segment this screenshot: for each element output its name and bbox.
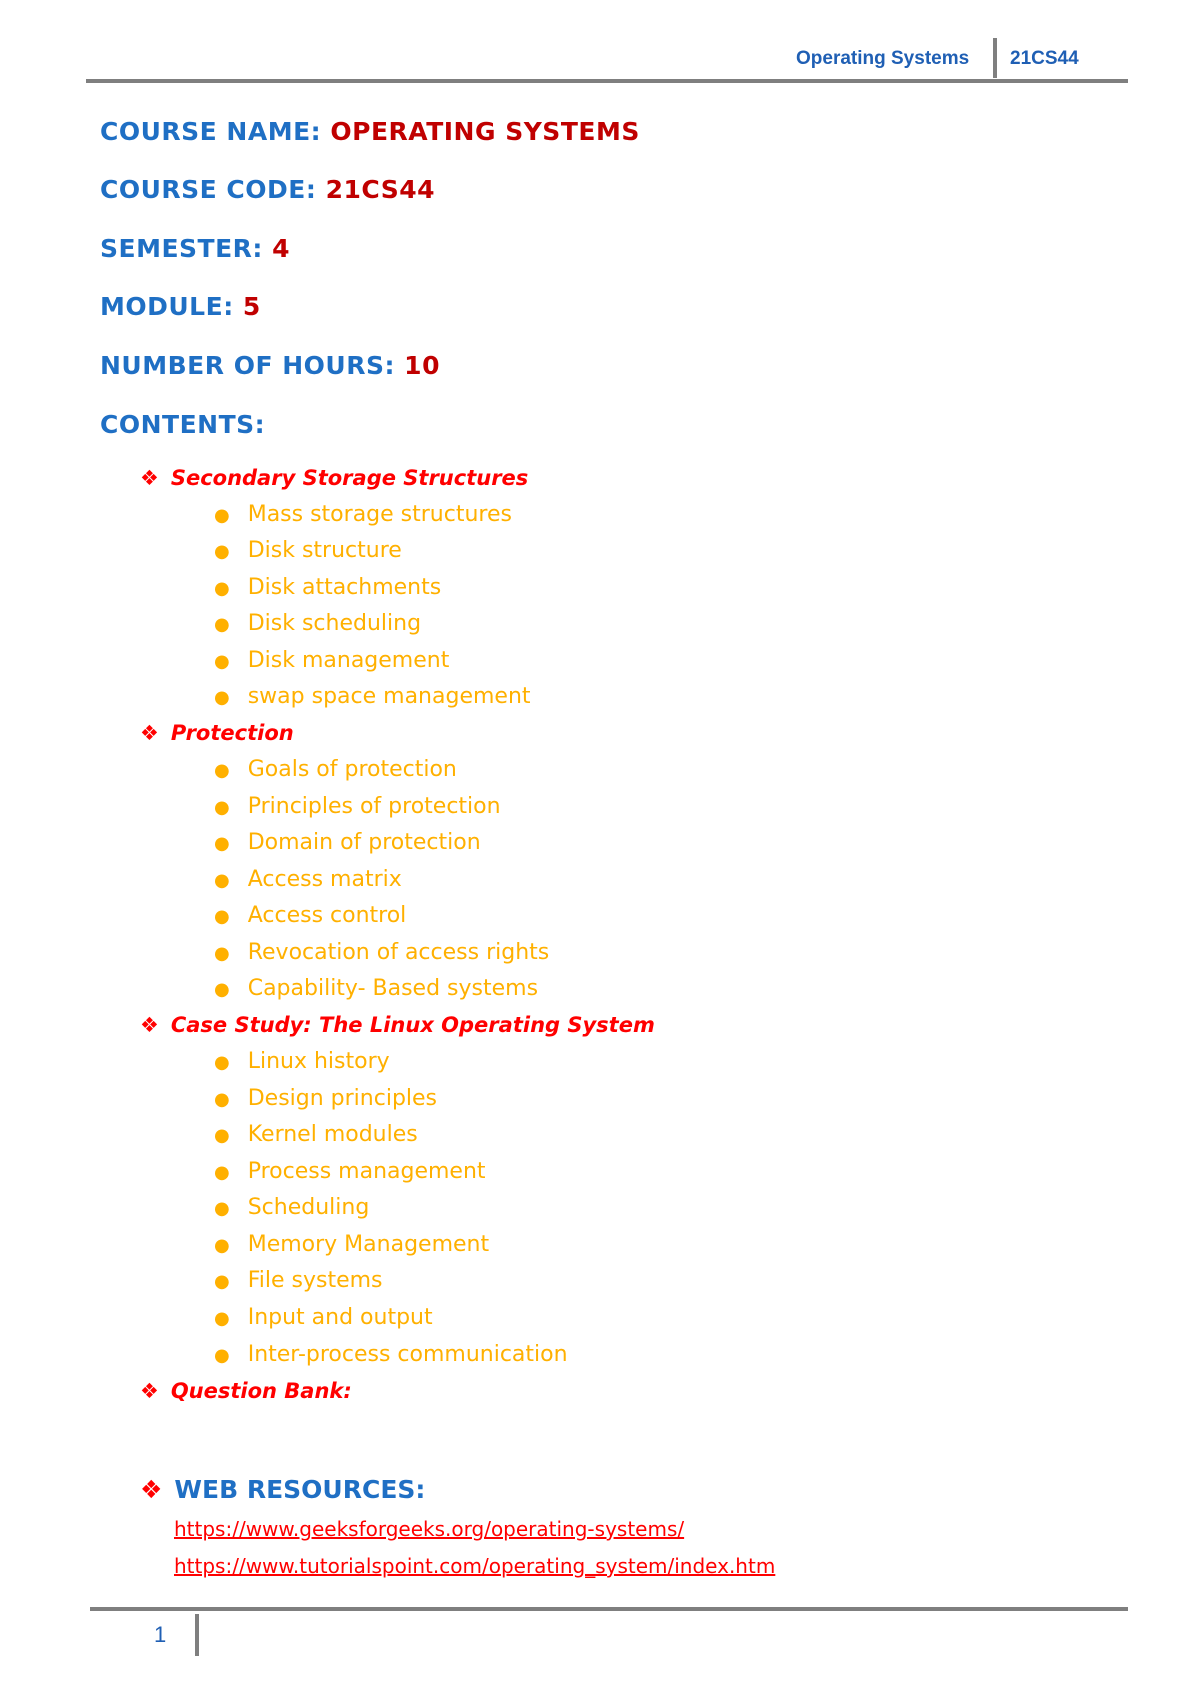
field-value: 5: [242, 292, 261, 321]
list-item: ● Disk attachments: [214, 575, 442, 600]
bullet-icon: ●: [214, 1271, 230, 1292]
list-item: ● Memory Management: [214, 1232, 490, 1257]
diamond-bullet-icon: ❖: [140, 1475, 163, 1504]
page-number: 1: [154, 1622, 167, 1647]
field-value: OPERATING SYSTEMS: [330, 117, 640, 146]
web-resources-heading: [140, 1475, 425, 1504]
list-item: ● Disk structure: [214, 538, 402, 563]
field-label: CONTENTS:: [100, 410, 266, 439]
list-item: ● Mass storage structures: [214, 502, 512, 527]
web-resource-link[interactable]: https://www.geeksforgeeks.org/operating-systems/: [174, 1517, 685, 1541]
bullet-icon: ●: [214, 687, 230, 708]
bullet-icon: ●: [214, 651, 230, 672]
bullet-icon: ●: [214, 943, 230, 964]
field-label: COURSE CODE:: [100, 175, 317, 204]
list-item: ● Kernel modules: [214, 1122, 418, 1147]
section-protection: [140, 721, 294, 745]
web-resource-link[interactable]: https://www.tutorialspoint.com/operating_system/index.htm: [174, 1554, 776, 1578]
section-title: Question Bank:: [170, 1379, 352, 1403]
list-item: ● Scheduling: [214, 1195, 370, 1220]
bullet-icon: ●: [214, 1162, 230, 1183]
hours-field: [100, 351, 440, 380]
field-label: COURSE NAME:: [100, 117, 322, 146]
bullet-icon: ●: [214, 833, 230, 854]
diamond-bullet-icon: ❖: [140, 466, 159, 490]
section-case-study: [140, 1013, 655, 1037]
semester-field: [100, 234, 290, 263]
course-code-field: [100, 175, 435, 204]
bullet-icon: ●: [214, 541, 230, 562]
bullet-icon: ●: [214, 1089, 230, 1110]
web-resources-title: WEB RESOURCES:: [174, 1475, 426, 1504]
module-field: [100, 292, 261, 321]
bullet-icon: ●: [214, 1198, 230, 1219]
list-item: ● Linux history: [214, 1049, 390, 1074]
footer-divider: [195, 1614, 199, 1656]
header-code: 21CS44: [1010, 48, 1079, 69]
diamond-bullet-icon: ❖: [140, 1013, 159, 1037]
section-question-bank: [140, 1379, 352, 1403]
bullet-icon: ●: [214, 906, 230, 927]
bullet-icon: ●: [214, 797, 230, 818]
bullet-icon: ●: [214, 979, 230, 1000]
field-label: NUMBER OF HOURS:: [100, 351, 395, 380]
list-item: ● Domain of protection: [214, 830, 481, 855]
bullet-icon: ●: [214, 1235, 230, 1256]
field-label: MODULE:: [100, 292, 234, 321]
diamond-bullet-icon: ❖: [140, 721, 159, 745]
field-value: 4: [272, 234, 291, 263]
list-item: ● Goals of protection: [214, 757, 457, 782]
bullet-icon: ●: [214, 505, 230, 526]
bullet-icon: ●: [214, 578, 230, 599]
bullet-icon: ●: [214, 870, 230, 891]
list-item: ● Design principles: [214, 1086, 438, 1111]
section-title: Secondary Storage Structures: [170, 466, 529, 490]
list-item: ● Access control: [214, 903, 407, 928]
footer-rule: [90, 1607, 1128, 1611]
list-item: ● File systems: [214, 1268, 383, 1293]
section-title: Protection: [170, 721, 294, 745]
list-item: ● Revocation of access rights: [214, 940, 550, 965]
list-item: ● swap space management: [214, 684, 531, 709]
field-value: 10: [404, 351, 440, 380]
diamond-bullet-icon: ❖: [140, 1379, 159, 1403]
bullet-icon: ●: [214, 1308, 230, 1329]
bullet-icon: ●: [214, 1052, 230, 1073]
list-item: ● Disk scheduling: [214, 611, 422, 636]
bullet-icon: ●: [214, 614, 230, 635]
contents-heading: [100, 410, 265, 439]
section-secondary-storage: [140, 466, 528, 490]
list-item: ● Process management: [214, 1159, 486, 1184]
header-title: Operating Systems: [796, 48, 970, 69]
bullet-icon: ●: [214, 1345, 230, 1366]
bullet-icon: ●: [214, 760, 230, 781]
list-item: ● Disk management: [214, 648, 450, 673]
list-item: ● Inter-process communication: [214, 1342, 568, 1367]
list-item: ● Capability- Based systems: [214, 976, 539, 1001]
list-item: ● Principles of protection: [214, 794, 501, 819]
header-rule: [86, 79, 1128, 83]
section-title: Case Study: The Linux Operating System: [170, 1013, 655, 1037]
field-value: 21CS44: [325, 175, 435, 204]
list-item: ● Input and output: [214, 1305, 433, 1330]
course-name-field: [100, 117, 640, 146]
list-item: ● Access matrix: [214, 867, 402, 892]
header-divider: [993, 38, 997, 78]
bullet-icon: ●: [214, 1125, 230, 1146]
field-label: SEMESTER:: [100, 234, 263, 263]
